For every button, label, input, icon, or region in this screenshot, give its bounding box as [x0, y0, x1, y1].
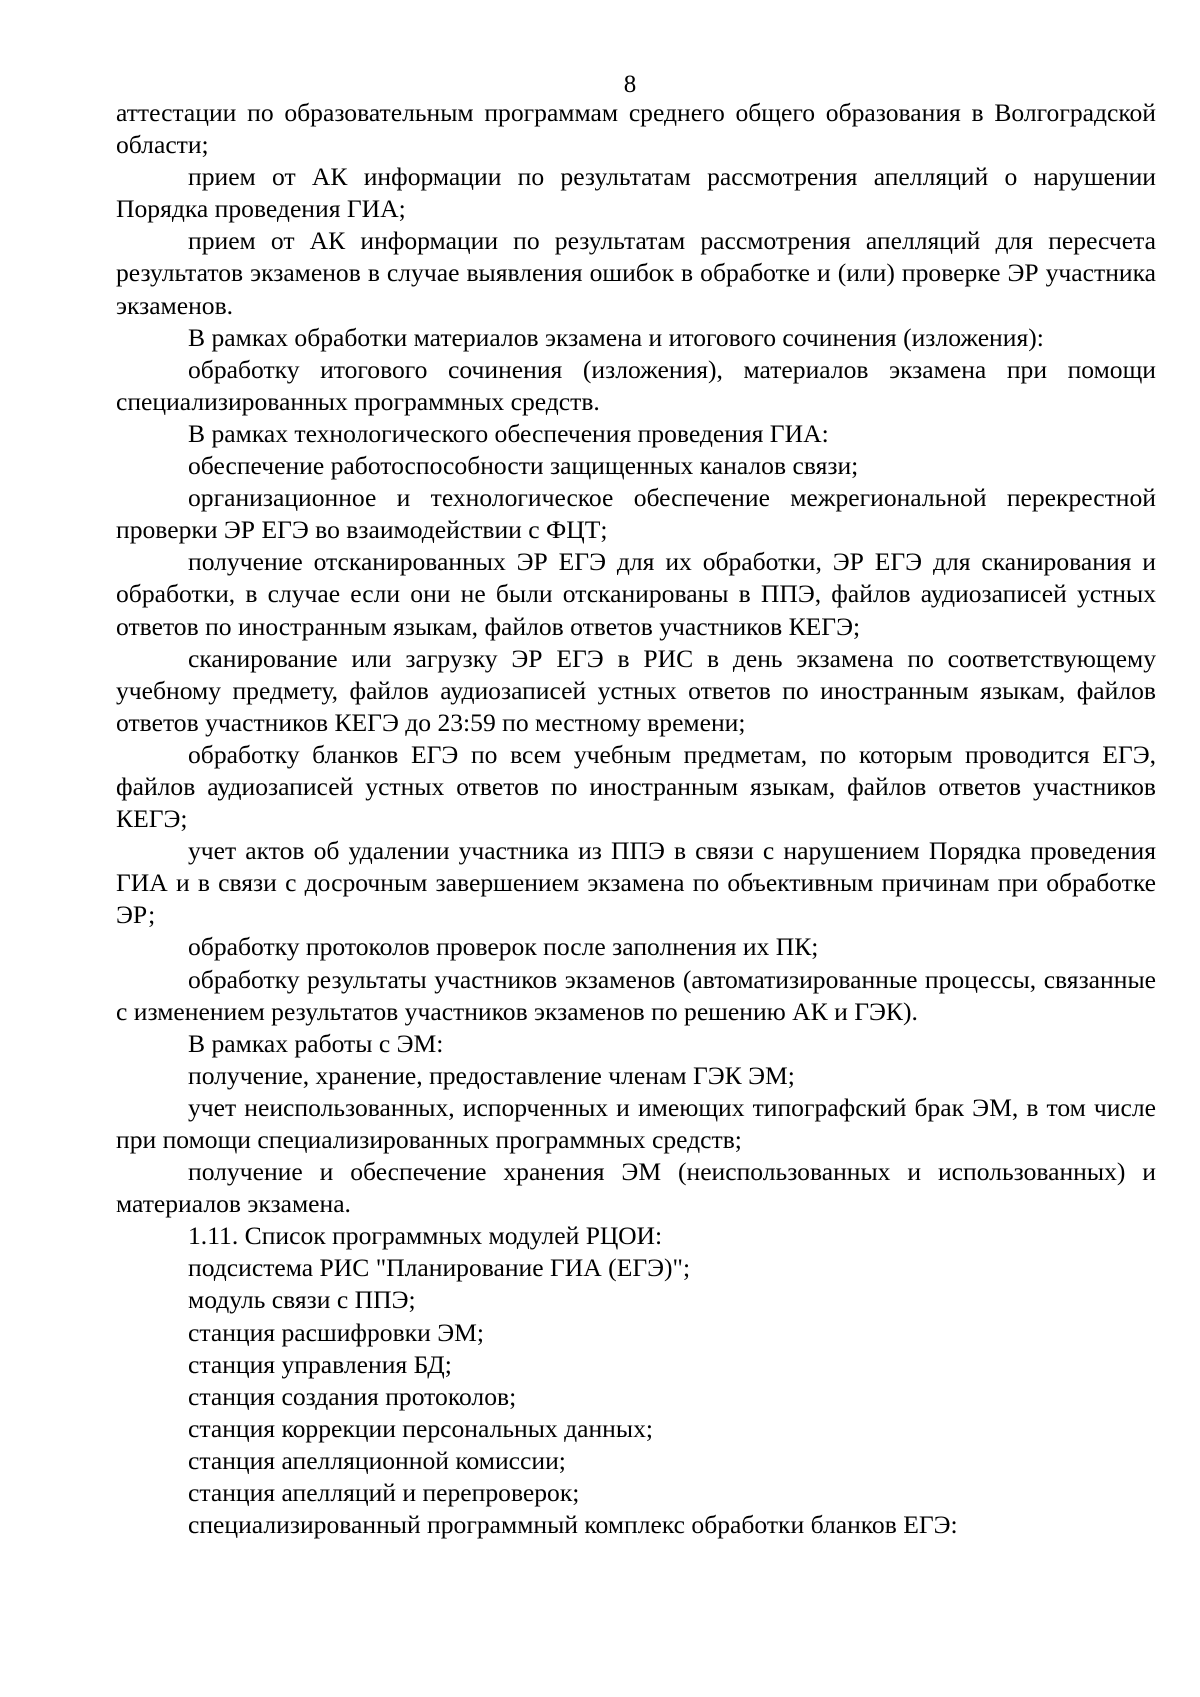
list-item-module: станция расшифровки ЭМ; — [188, 1317, 484, 1347]
paragraph-forms-processing: обработку бланков ЕГЭ по всем учебным предметам, по которым проводится ЕГЭ, файлов аудиозаписей устных ответов по иностранным языкам, файлов ответов участников КЕГЭ; — [116, 739, 1156, 834]
paragraph-essay-processing: обработку итогового сочинения (изложения), материалов экзамена при помощи специализированных программных средств. — [116, 354, 1156, 416]
paragraph-protocols: обработку протоколов проверок после заполнения их ПК; — [188, 932, 819, 962]
list-item-module: станция коррекции персональных данных; — [188, 1413, 653, 1443]
paragraph-em-receipt: получение, хранение, предоставление членам ГЭК ЭМ; — [188, 1060, 795, 1090]
list-item-module: станция апелляционной комиссии; — [188, 1445, 566, 1475]
paragraph-continuation: аттестации по образовательным программам среднего общего образования в Волгоградской области; — [116, 98, 1156, 160]
list-item-module: станция апелляций и перепроверок; — [188, 1478, 580, 1508]
list-item-module: модуль связи с ППЭ; — [188, 1285, 416, 1315]
paragraph-results-processing: обработку результаты участников экзаменов (автоматизированные процессы, связанные с изменением результатов участников экзаменов по решению АК и ГЭК). — [116, 964, 1156, 1026]
paragraph-appeal-violation: прием от АК информации по результатам рассмотрения апелляций о нарушении Порядка проведения ГИА; — [116, 162, 1156, 224]
list-item-module: подсистема РИС "Планирование ГИА (ЕГЭ)"; — [188, 1253, 691, 1283]
paragraph-scanning-upload: сканирование или загрузку ЭР ЕГЭ в РИС в день экзамена по соответствующему учебному предмету, файлов аудиозаписей устных ответов по иностранным языкам, файлов ответов участников КЕГЭ до 23:59 по местному времени; — [116, 643, 1156, 737]
paragraph-cross-check: организационное и технологическое обеспечение межрегиональной перекрестной проверки ЭР ЕГЭ во взаимодействии с ФЦТ; — [116, 483, 1156, 545]
paragraph-secure-channels: обеспечение работоспособности защищенных каналов связи; — [188, 451, 859, 481]
list-item-module: станция управления БД; — [188, 1349, 452, 1379]
paragraph-materials-heading: В рамках обработки материалов экзамена и итогового сочинения (изложения): — [188, 322, 1044, 352]
paragraph-tech-heading: В рамках технологического обеспечения проведения ГИА: — [188, 418, 829, 448]
list-item-module: станция создания протоколов; — [188, 1381, 517, 1411]
paragraph-removal-acts: учет актов об удалении участника из ППЭ в связи с нарушением Порядка проведения ГИА и в связи с досрочным завершением экзамена по объективным причинам при обработке ЭР; — [116, 836, 1156, 930]
paragraph-em-storage: получение и обеспечение хранения ЭМ (неиспользованных и использованных) и материалов экзамена. — [116, 1157, 1156, 1219]
list-item-module: специализированный программный комплекс обработки бланков ЕГЭ: — [188, 1510, 958, 1540]
page-number: 8 — [623, 71, 637, 98]
paragraph-em-accounting: учет неиспользованных, испорченных и имеющих типографский брак ЭМ, в том числе при помощи специализированных программных средств; — [116, 1092, 1156, 1154]
section-heading-modules: 1.11. Список программных модулей РЦОИ: — [188, 1221, 663, 1251]
paragraph-appeal-recount: прием от АК информации по результатам рассмотрения апелляций для пересчета результатов экзаменов в случае выявления ошибок в обработке и (или) проверке ЭР участника экзаменов. — [116, 226, 1156, 320]
paragraph-em-heading: В рамках работы с ЭМ: — [188, 1028, 444, 1058]
document-body — [116, 97, 1156, 1541]
paragraph-scanned-receipt: получение отсканированных ЭР ЕГЭ для их обработки, ЭР ЕГЭ для сканирования и обработки, в случае если они не были отсканированы в ППЭ, файлов аудиозаписей устных ответов по иностранным языкам, файлов ответов участников КЕГЭ; — [116, 547, 1156, 641]
